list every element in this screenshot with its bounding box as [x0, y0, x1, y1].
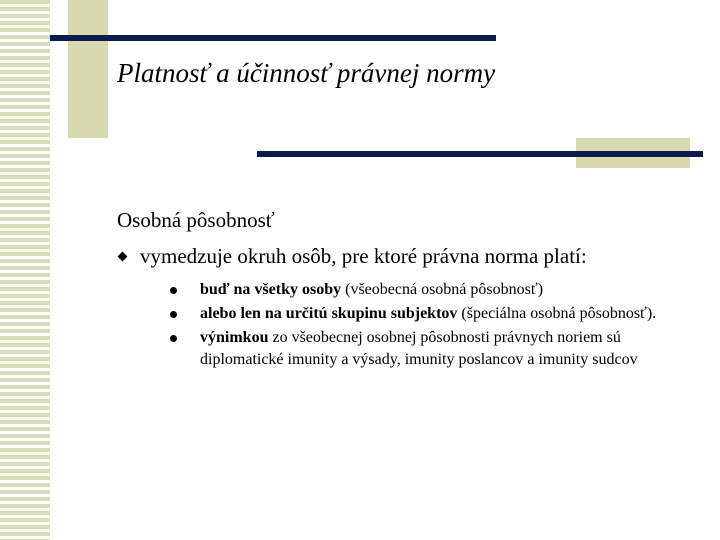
bullet-text: vymedzuje okruh osôb, pre ktoré právna norma platí: — [140, 244, 587, 268]
sub-bullet-list — [164, 279, 684, 373]
decorative-stripe — [0, 0, 50, 540]
item-text: zo všeobecnej osobnej pôsobnosti právnych noriem sú diplomatické imunity a výsady, imunity poslancov a imunity sudcov — [200, 329, 638, 368]
diamond-bullet-icon — [118, 252, 128, 262]
list-item — [164, 303, 684, 325]
item-text: (špeciálna osobná pôsobnosť). — [457, 305, 657, 322]
dot-bullet-icon — [170, 335, 177, 342]
dot-bullet-icon — [170, 311, 177, 318]
item-text: (všeobecná osobná pôsobnosť) — [341, 281, 544, 298]
slide-title: Platnosť a účinnosť právnej normy — [117, 58, 496, 88]
list-item — [164, 279, 684, 301]
item-bold: buď na všetky osoby — [200, 281, 342, 298]
title-rule-bottom — [257, 151, 703, 157]
bullet-level1 — [117, 244, 587, 269]
list-item — [164, 327, 684, 371]
item-bold: alebo len na určitú skupinu subjektov — [200, 305, 458, 322]
title-rule-top — [50, 35, 496, 41]
dot-bullet-icon — [170, 287, 177, 294]
decorative-block-top — [68, 0, 108, 138]
section-heading: Osobná pôsobnosť — [117, 208, 275, 232]
item-bold: výnimkou — [200, 329, 269, 346]
